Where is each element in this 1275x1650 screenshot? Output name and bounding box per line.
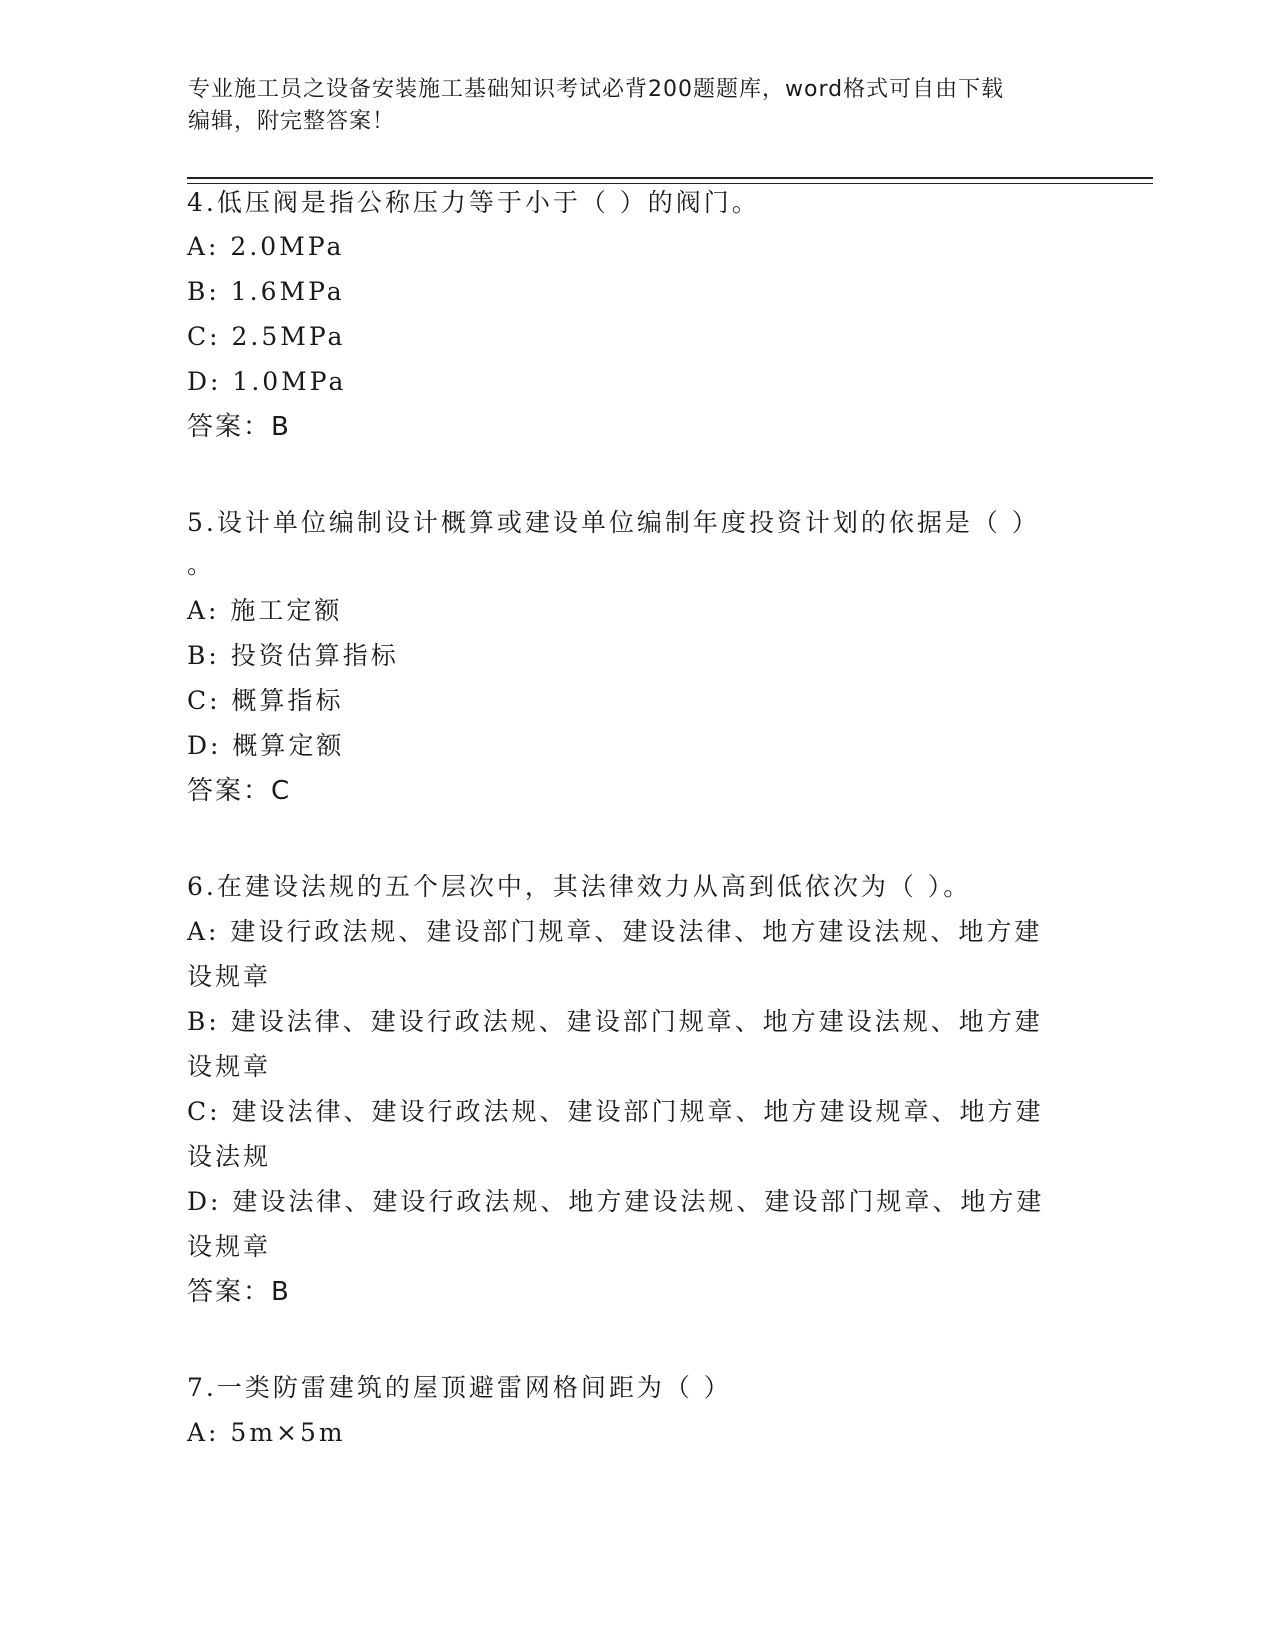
q5-stem: 5.设计单位编制设计概算或建设单位编制年度投资计划的依据是（ ） (187, 508, 1040, 537)
q6-answer: 答案：B (187, 1277, 291, 1307)
q5-stem-continuation: 。 (187, 550, 216, 579)
q4-option-d: D: 1.0MPa (187, 367, 347, 396)
q4-option-c: C: 2.5MPa (187, 322, 346, 351)
q6-stem: 6.在建设法规的五个层次中，其法律效力从高到低依次为（ ）。 (187, 872, 972, 901)
q4-option-a: A: 2.0MPa (187, 232, 345, 261)
q5-option-d: D: 概算定额 (187, 731, 345, 760)
q6-option-a: A: 建设行政法规、建设部门规章、建设法律、地方建设法规、地方建 (187, 917, 1043, 946)
q4-answer: 答案：B (187, 412, 291, 442)
q4-option-b: B: 1.6MPa (187, 277, 345, 306)
q5-option-c: C: 概算指标 (187, 686, 344, 715)
header-line-2: 编辑，附完整答案！ (188, 109, 396, 134)
q7-option-a: A: 5m×5m (187, 1418, 346, 1447)
q6-option-a-continuation: 设规章 (187, 962, 272, 991)
q5-option-a: A: 施工定额 (187, 596, 343, 625)
header-rule-thick (187, 177, 1153, 179)
q7-stem: 7.一类防雷建筑的屋顶避雷网格间距为（ ） (187, 1373, 732, 1402)
q6-option-b-continuation: 设规章 (187, 1052, 272, 1081)
q6-option-b: B: 建设法律、建设行政法规、建设部门规章、地方建设法规、地方建 (187, 1007, 1043, 1036)
q6-option-d-continuation: 设规章 (187, 1232, 272, 1261)
q5-option-b: B: 投资估算指标 (187, 641, 399, 670)
q5-answer: 答案：C (187, 776, 292, 806)
q6-option-c-continuation: 设法规 (187, 1142, 272, 1171)
header-line-1: 专业施工员之设备安装施工基础知识考试必背200题题库，word格式可自由下载 (188, 77, 1005, 102)
q4-stem: 4.低压阀是指公称压力等于小于（ ）的阀门。 (187, 188, 760, 217)
q6-option-c: C: 建设法律、建设行政法规、建设部门规章、地方建设规章、地方建 (187, 1097, 1044, 1126)
header-rule-thin (187, 183, 1153, 184)
document-header (188, 74, 1088, 138)
q6-option-d: D: 建设法律、建设行政法规、地方建设法规、建设部门规章、地方建 (187, 1187, 1045, 1216)
